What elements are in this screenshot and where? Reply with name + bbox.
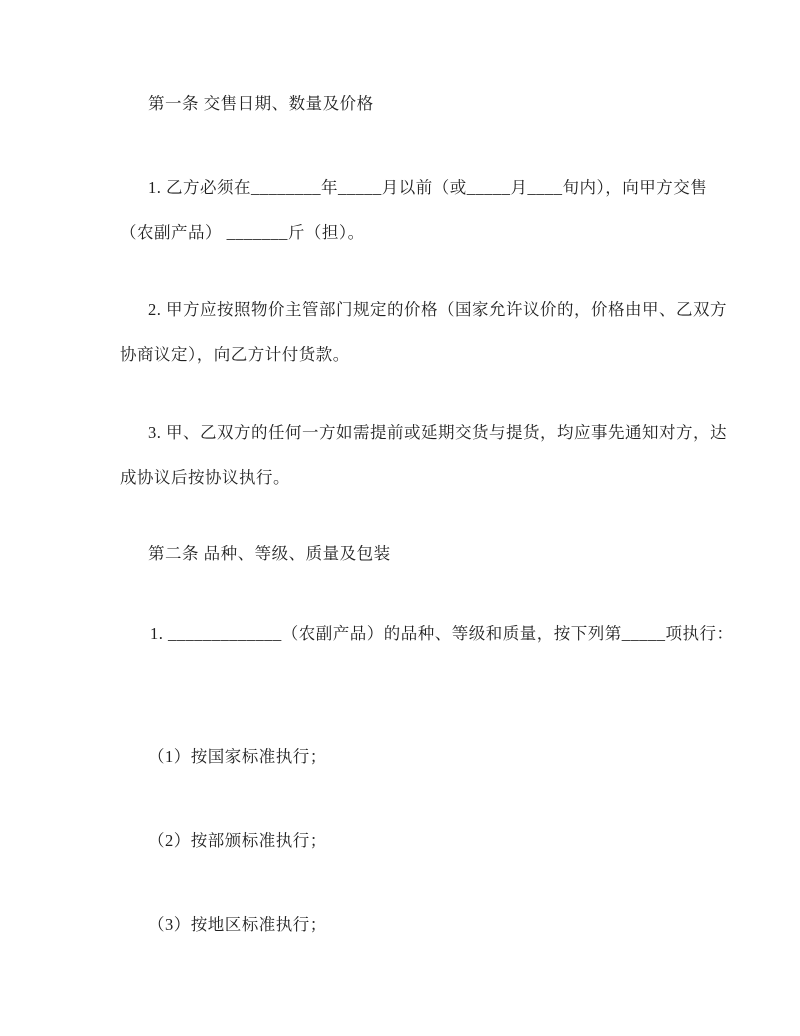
clause-1-1-line-2: （农副产品） _______斤（担）。: [120, 223, 365, 242]
option-1-national-standard: （1）按国家标准执行；: [148, 747, 327, 766]
clause-1-3-line-2: 成协议后按协议执行。: [120, 468, 290, 487]
clause-1-2-line-1: 2. 甲方应按照物价主管部门规定的价格（国家允许议价的，价格由甲、乙双方: [148, 300, 727, 319]
article-2-heading: 第二条 品种、等级、质量及包装: [148, 544, 391, 563]
article-1-heading: 第一条 交售日期、数量及价格: [148, 94, 374, 113]
clause-2-1: 1. _____________（农副产品）的品种、等级和质量，按下列第_____项执行：: [150, 624, 734, 643]
clause-1-1-line-1: 1. 乙方必须在________年_____月以前（或_____月____旬内），向甲方交售: [148, 178, 708, 197]
option-2-ministry-standard: （2）按部颁标准执行；: [148, 831, 327, 850]
option-3-regional-standard: （3）按地区标准执行；: [148, 915, 327, 934]
clause-1-3-line-1: 3. 甲、乙双方的任何一方如需提前或延期交货与提货，均应事先通知对方，达: [148, 423, 727, 442]
clause-1-2-line-2: 协商议定），向乙方计付货款。: [120, 345, 350, 364]
